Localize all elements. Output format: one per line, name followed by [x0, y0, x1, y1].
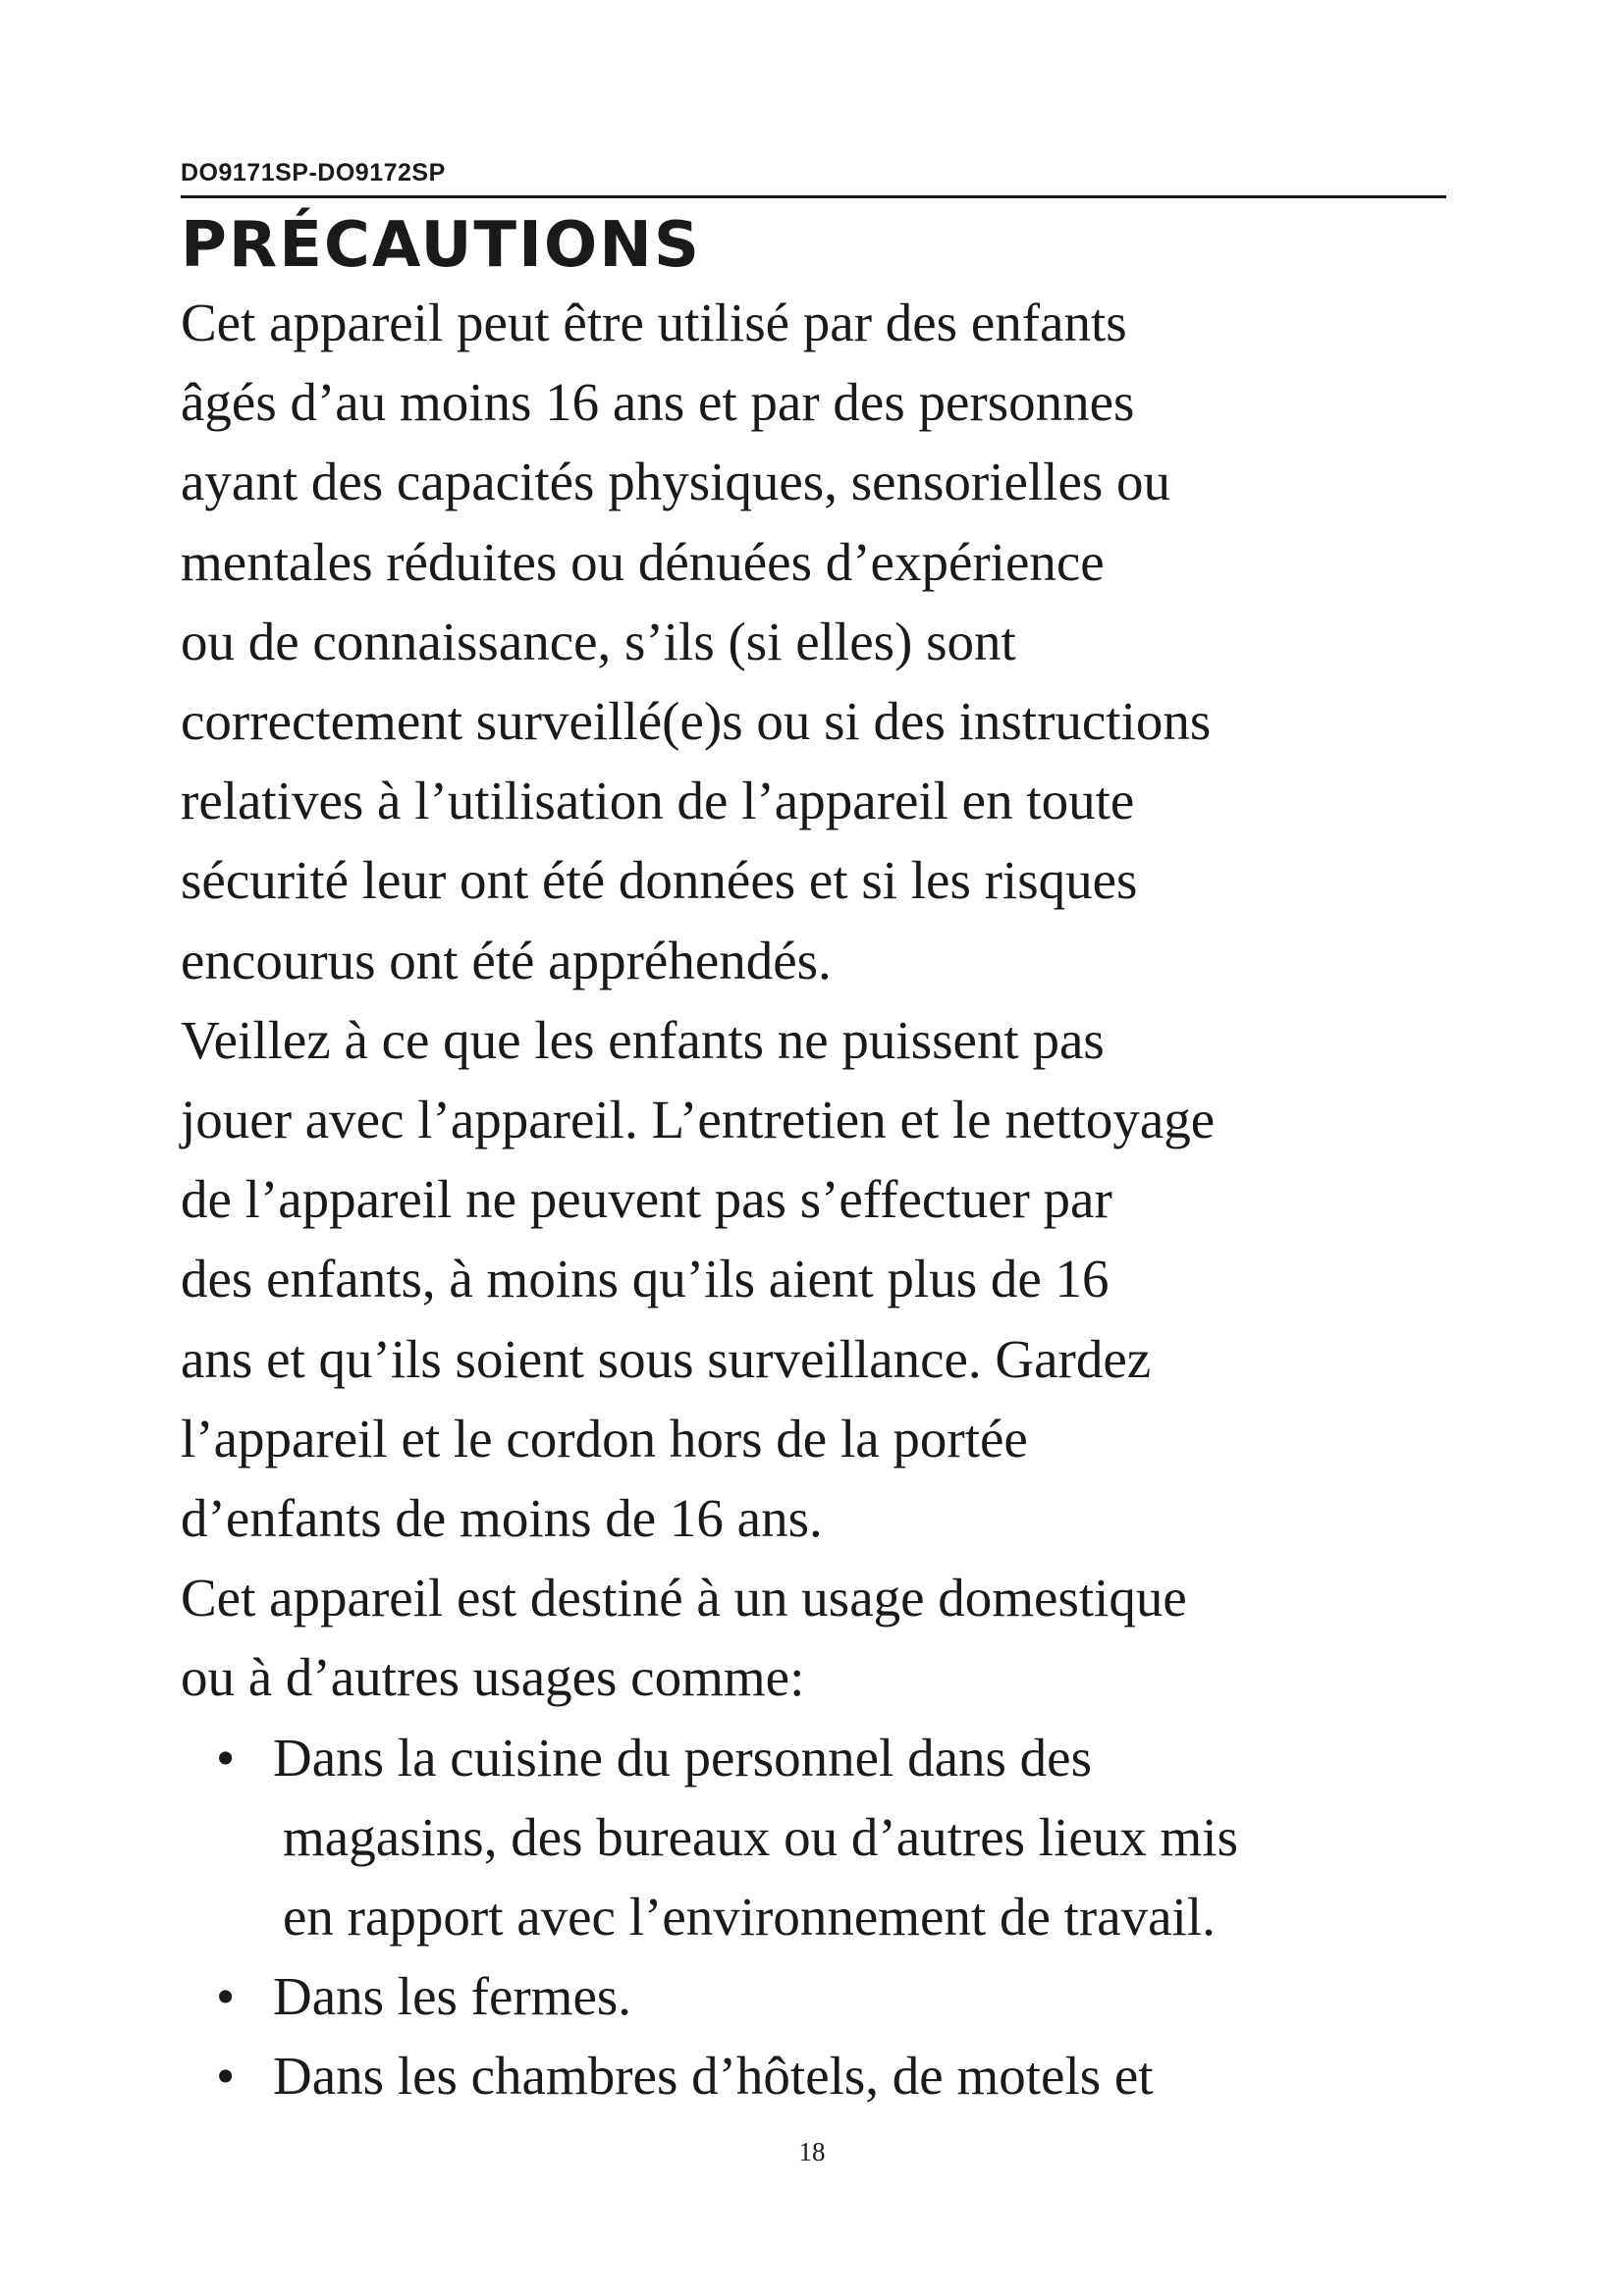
header-divider [181, 195, 1446, 198]
bullet-item-continuation: magasins, des bureaux ou d’autres lieux mis [283, 1806, 1238, 1867]
bullet-item [181, 1956, 1457, 2036]
body-text [181, 283, 1457, 2116]
paragraph-1-line: correctement surveillé(e)s ou si des instructions [181, 691, 1212, 752]
bullet-icon: • [216, 1727, 236, 1788]
bullet-item [181, 1718, 1457, 1797]
paragraph-1-line: sécurité leur ont été données et si les risques [181, 850, 1138, 911]
bullet-item-continuation: en rapport avec l’environnement de travail. [283, 1887, 1216, 1948]
page-number: 18 [798, 2137, 826, 2166]
paragraph-1-line: ayant des capacités physiques, sensorielles ou [181, 452, 1171, 512]
paragraph-1-line: âgés d’au moins 16 ans et par des personnes [181, 372, 1135, 433]
paragraph-1-line: ou de connaissance, s’ils (si elles) sont [181, 611, 1016, 671]
paragraph-2-line: d’enfants de moins de 16 ans. [181, 1488, 823, 1549]
paragraph-1-line: mentales réduites ou dénuées d’expérience [181, 531, 1105, 592]
paragraph-2-line: jouer avec l’appareil. L’entretien et le nettoyage [181, 1090, 1216, 1150]
bullet-item-text: Dans la cuisine du personnel dans des [273, 1727, 1092, 1788]
paragraph-2-line: Veillez à ce que les enfants ne puissent pas [181, 1009, 1105, 1070]
bullet-icon: • [216, 1966, 236, 2027]
model-number-header: DO9171SP-DO9172SP [181, 159, 446, 187]
paragraph-2-line: ans et qu’ils soient sous surveillance. Gardez [181, 1328, 1152, 1389]
paragraph-3-line: Cet appareil est destiné à un usage domestique [181, 1568, 1187, 1629]
paragraph-2-line: des enfants, à moins qu’ils aient plus de 16 [181, 1249, 1110, 1309]
paragraph-2-line: de l’appareil ne peuvent pas s’effectuer par [181, 1169, 1112, 1230]
bullet-icon: • [216, 2046, 236, 2107]
bullet-item [181, 2036, 1457, 2115]
paragraph-1-line: relatives à l’utilisation de l’appareil en toute [181, 771, 1135, 831]
paragraph-3-line: ou à d’autres usages comme: [181, 1647, 805, 1708]
bullet-item-text: Dans les chambres d’hôtels, de motels et [273, 2046, 1154, 2107]
paragraph-1-line: Cet appareil peut être utilisé par des enfants [181, 293, 1127, 352]
bullet-item-text: Dans les fermes. [273, 1966, 632, 2027]
paragraph-1-line: encourus ont été appréhendés. [181, 930, 832, 990]
section-title: PRÉCAUTIONS [181, 209, 701, 282]
paragraph-2-line: l’appareil et le cordon hors de la portée [181, 1408, 1028, 1468]
